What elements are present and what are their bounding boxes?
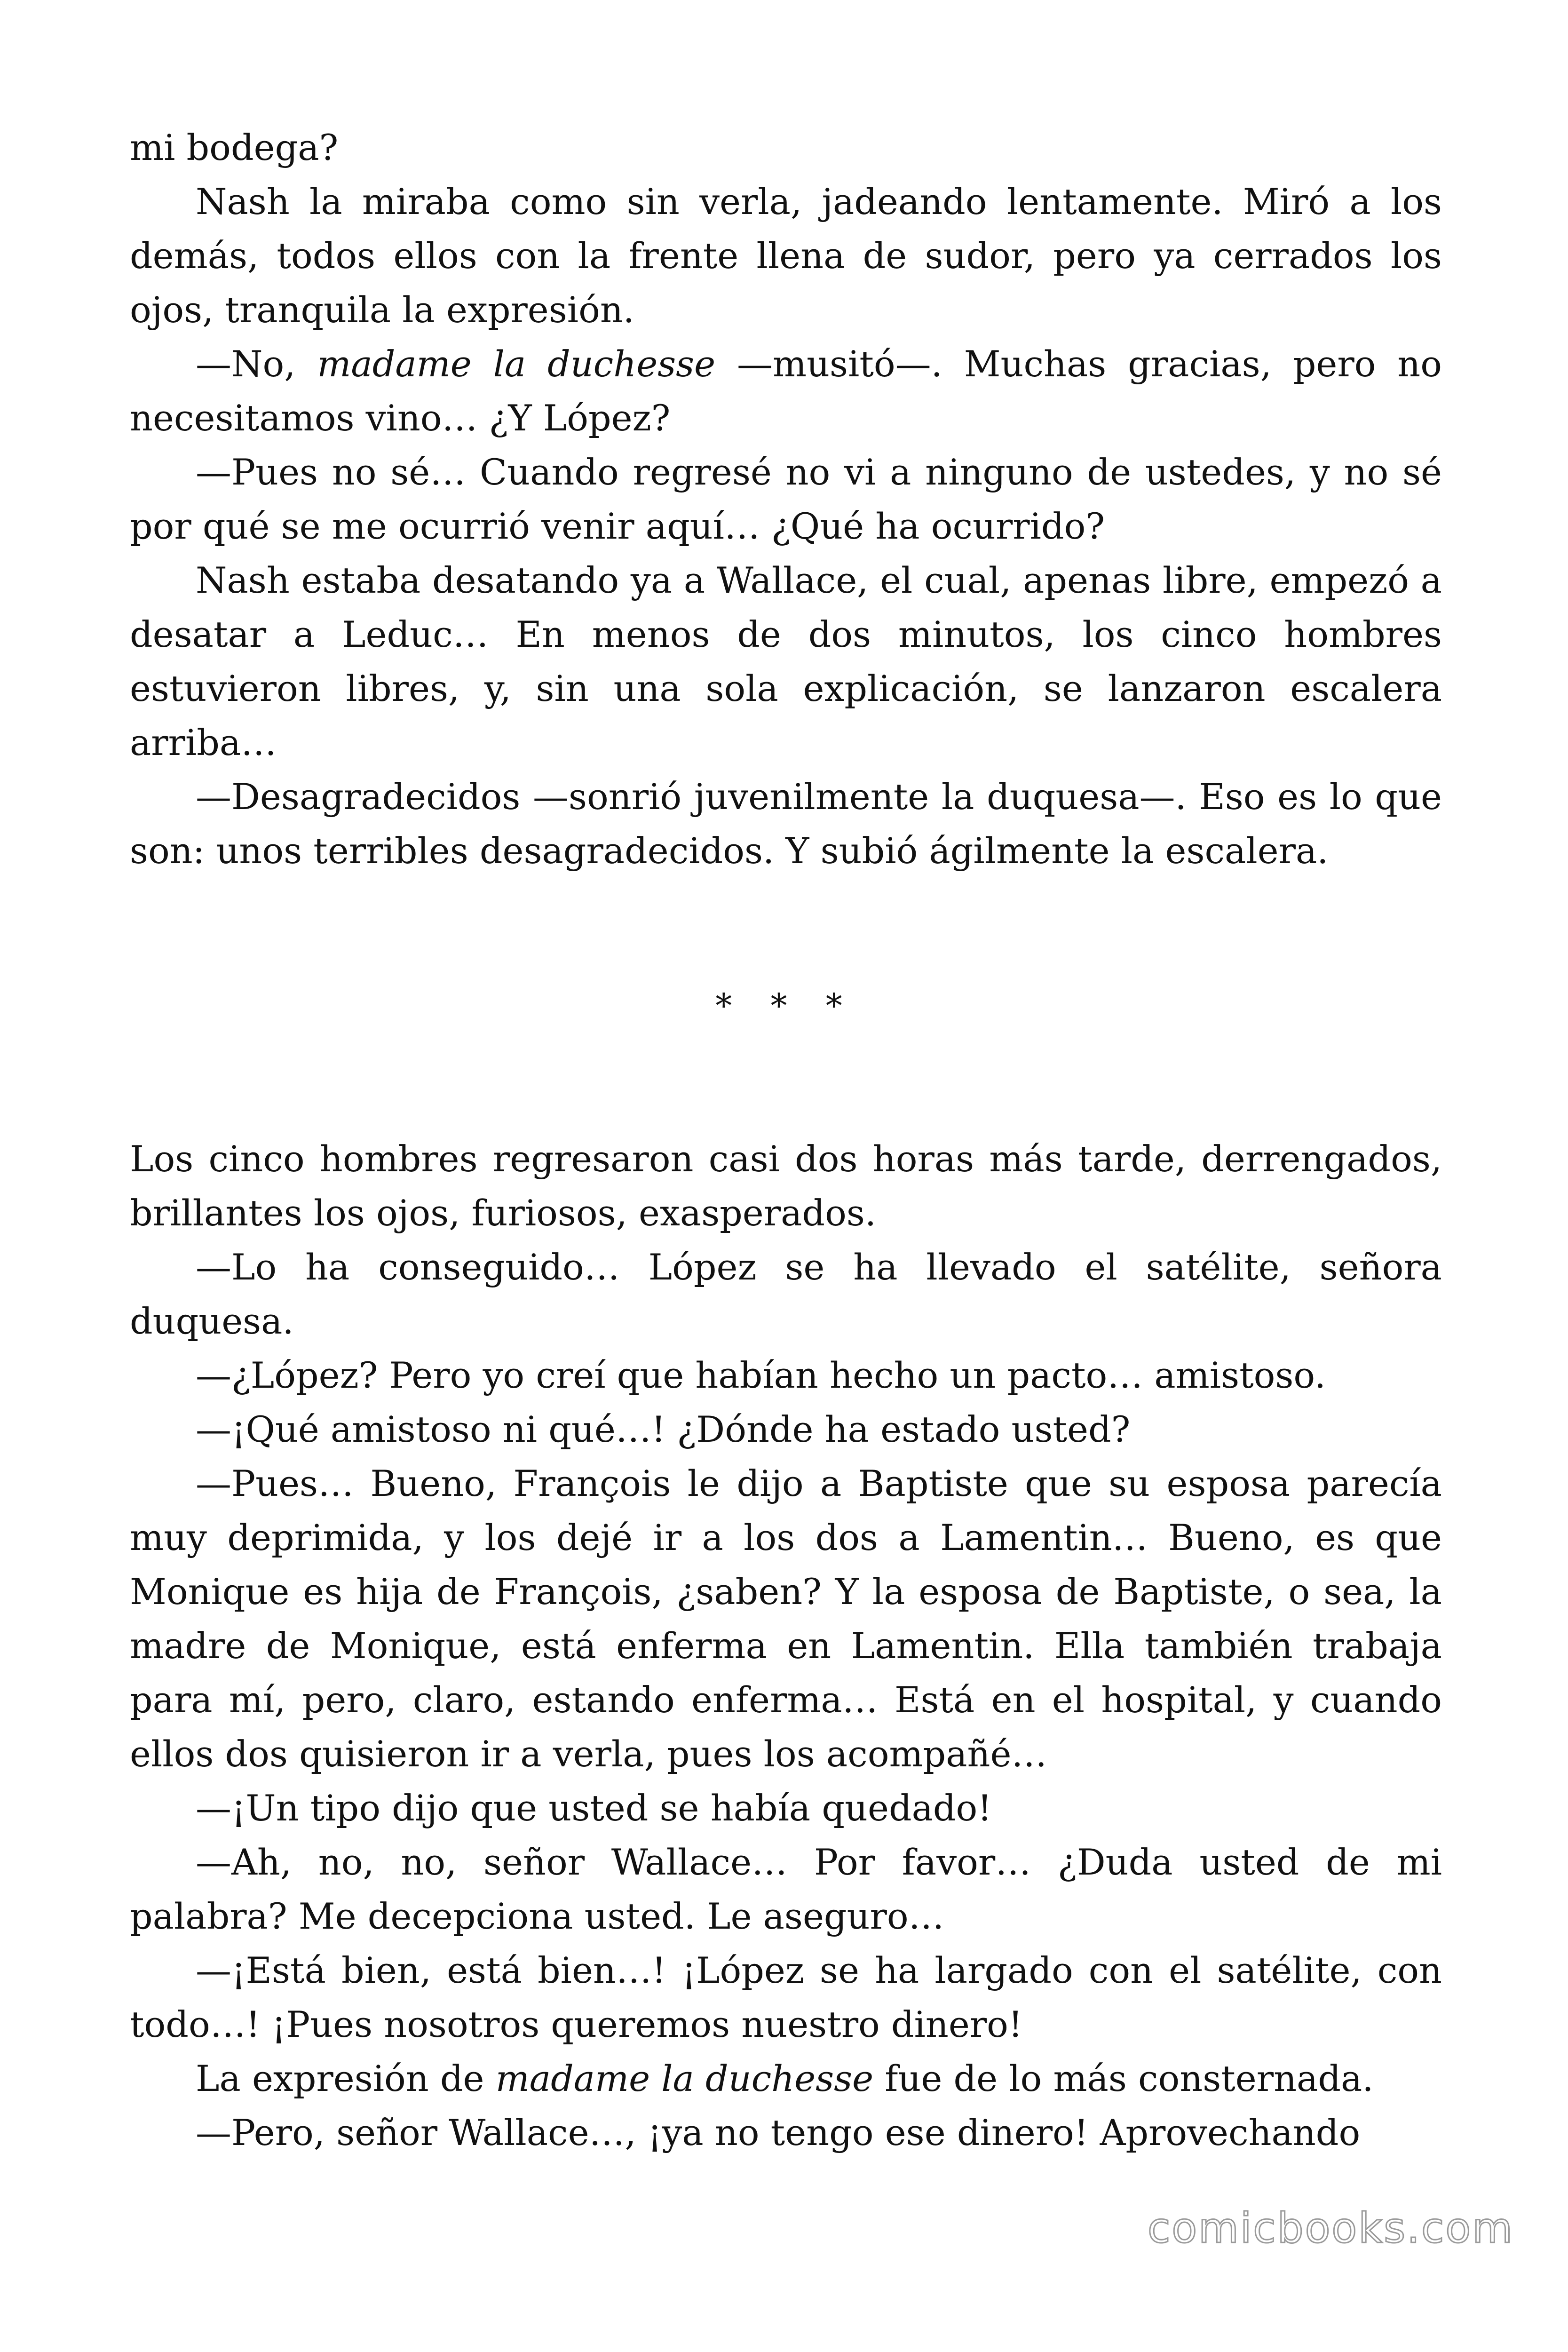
paragraph xyxy=(130,2051,1442,2106)
text-run: fue de lo más consternada. xyxy=(873,2058,1374,2099)
text-run: La expresión de xyxy=(196,2058,496,2099)
italic-text: madame la duchesse xyxy=(495,2058,874,2099)
watermark: comicbooks.com xyxy=(1147,2204,1514,2252)
paragraph: Nash la miraba como sin verla, jadeando lentamente. Miró a los demás, todos ellos con la frente llena de sudor, pero ya cerrados los ojos, tranquila la expresión. xyxy=(130,181,1442,331)
text-run: —musitó—. Muchas gracias, pero no necesitamos vino… ¿Y López? xyxy=(130,343,1442,439)
paragraph: —¡Qué amistoso ni qué…! ¿Dónde ha estado usted? xyxy=(196,1408,1131,1450)
paragraph: —¡Está bien, está bien…! ¡López se ha largado con el satélite, con todo…! ¡Pues nosotros queremos nuestro dinero! xyxy=(130,1949,1442,2045)
paragraph: mi bodega? xyxy=(130,127,339,168)
paragraph xyxy=(130,337,1442,445)
paragraph: —¡Un tipo dijo que usted se había quedado! xyxy=(196,1787,992,1829)
paragraph: —Pero, señor Wallace…, ¡ya no tengo ese dinero! Aprovechando xyxy=(196,2112,1361,2153)
text-block-before xyxy=(130,120,1442,878)
paragraph: —Pues no sé… Cuando regresé no vi a ninguno de ustedes, y no sé por qué se me ocurrió venir aquí… ¿Qué ha ocurrido? xyxy=(130,451,1442,547)
paragraph: Los cinco hombres regresaron casi dos horas más tarde, derrengados, brillantes los ojos, furiosos, exasperados. xyxy=(130,1138,1442,1234)
paragraph: —¿López? Pero yo creí que habían hecho un pacto… amistoso. xyxy=(196,1354,1326,1396)
paragraph: —Ah, no, no, señor Wallace… Por favor… ¿Duda usted de mi palabra? Me decepciona usted. Le aseguro… xyxy=(130,1841,1442,1937)
page-body xyxy=(130,120,1442,2160)
paragraph: —Lo ha conseguido… López se ha llevado el satélite, señora duquesa. xyxy=(130,1246,1442,1342)
section-separator: * * * xyxy=(715,986,856,1025)
paragraph: Nash estaba desatando ya a Wallace, el cual, apenas libre, empezó a desatar a Leduc… En menos de dos minutos, los cinco hombres estuvieron libres, y, sin una sola explicación, se lanzaron escalera arriba… xyxy=(130,559,1442,763)
paragraph: —Desagradecidos —sonrió juvenilmente la duquesa—. Eso es lo que son: unos terribles desagradecidos. Y subió ágilmente la escalera. xyxy=(130,776,1442,872)
text-run: —No, xyxy=(196,343,317,385)
italic-text: madame la duchesse xyxy=(317,343,716,385)
text-block-after xyxy=(130,1132,1442,2160)
paragraph: —Pues… Bueno, François le dijo a Baptiste que su esposa parecía muy deprimida, y los dejé ir a los dos a Lamentin… Bueno, es que Monique es hija de François, ¿saben? Y la esposa de Baptiste, o sea, la madre de Monique, está enferma en Lamentin. Ella también trabaja para mí, pero, claro, estando enferma… Está en el hospital, y cuando ellos dos quisieron ir a verla, pues los acompañé… xyxy=(130,1462,1442,1775)
